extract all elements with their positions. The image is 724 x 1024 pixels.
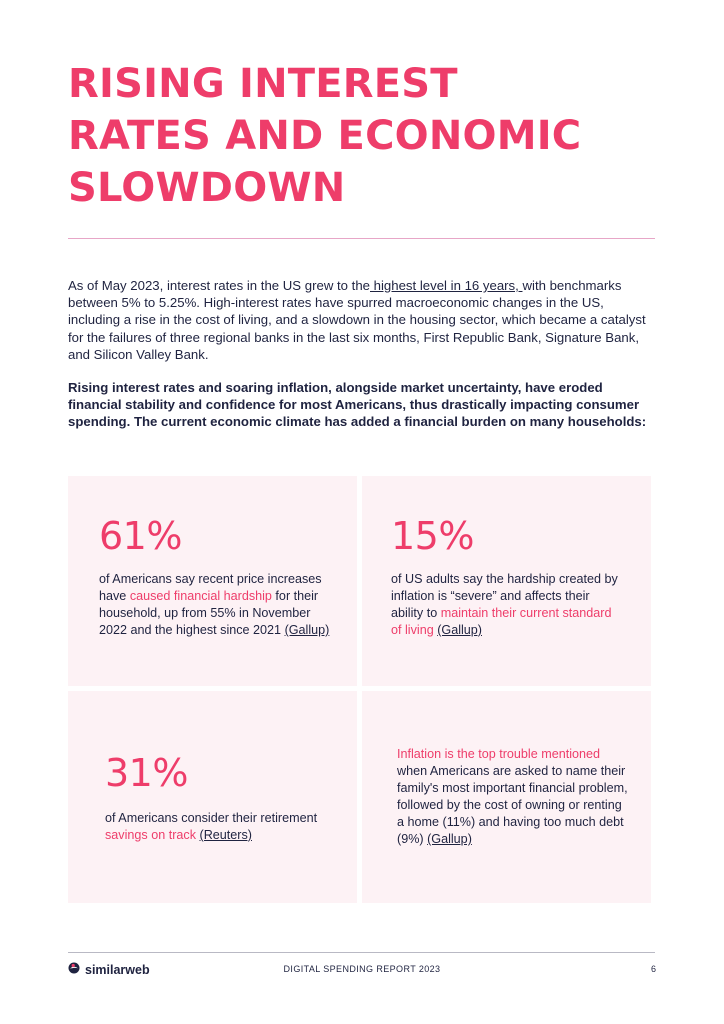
source-link[interactable]: (Reuters) (199, 828, 252, 842)
title-line: RATES AND ECONOMIC (68, 113, 582, 159)
stat-highlight: savings on track (105, 828, 196, 842)
title-divider (68, 238, 655, 239)
intro-text-continued: with benchmarks between 5% to 5.25%. High-interest rates have spurred macroeconomic changes in the US, including a rise in the cost of living, and a slowdown in the housing sector, which became a catalyst for the failures of three regional banks in the last six months, First Republic Bank, Signature Bank, and Silicon Valley Bank. (68, 278, 646, 362)
page-number: 6 (650, 964, 656, 974)
stat-card-61 (68, 476, 357, 686)
source-link[interactable]: (Gallup) (437, 623, 482, 637)
stat-card-15 (362, 476, 651, 686)
stat-text-continued: for their household, up from 55% in November 2022 and the highest since 2021 (99, 589, 319, 637)
inflation-card (362, 691, 651, 903)
footer-divider (68, 952, 655, 953)
stat-value: 61% (99, 514, 182, 558)
title-line: RISING INTEREST (68, 61, 458, 107)
stat-value: 15% (391, 514, 474, 558)
stat-text: of Americans say recent price increases have (99, 572, 322, 603)
highest-level-link[interactable]: highest level in 16 years, (370, 278, 523, 293)
stat-value: 31% (105, 751, 188, 795)
stat-description (397, 746, 629, 848)
stat-highlight: Inflation is the top trouble mentioned (397, 747, 601, 761)
stat-description (391, 571, 623, 639)
title-line: SLOWDOWN (68, 165, 346, 211)
stat-text: of US adults say the hardship created by inflation is “severe” and affects their ability to (391, 572, 618, 620)
page-title (68, 58, 668, 214)
source-link[interactable]: (Gallup) (284, 623, 330, 637)
stat-description (105, 810, 345, 844)
stat-card-31 (68, 691, 357, 903)
report-title: DIGITAL SPENDING REPORT 2023 (283, 964, 441, 974)
stat-text: of Americans consider their retirement (105, 811, 318, 825)
intro-text: As of May 2023, interest rates in the US grew to the (68, 278, 370, 293)
source-link[interactable]: (Gallup) (427, 832, 472, 846)
intro-paragraph (68, 277, 658, 363)
brand-name: similarweb (85, 963, 150, 977)
stat-description (99, 571, 331, 639)
lead-paragraph: Rising interest rates and soaring inflation, alongside market uncertainty, have eroded financial stability and confidence for most Americans, thus drastically impacting consumer spending. The current economic climate has added a financial burden on many households: (68, 380, 647, 430)
stat-text: when Americans are asked to name their family's most important financial problem, followed by the cost of owning or renting a home (11%) and having too much debt (9%) (397, 764, 628, 846)
stat-highlight: maintain their current standard of living (391, 606, 612, 637)
stat-highlight: caused financial hardship (129, 589, 272, 603)
